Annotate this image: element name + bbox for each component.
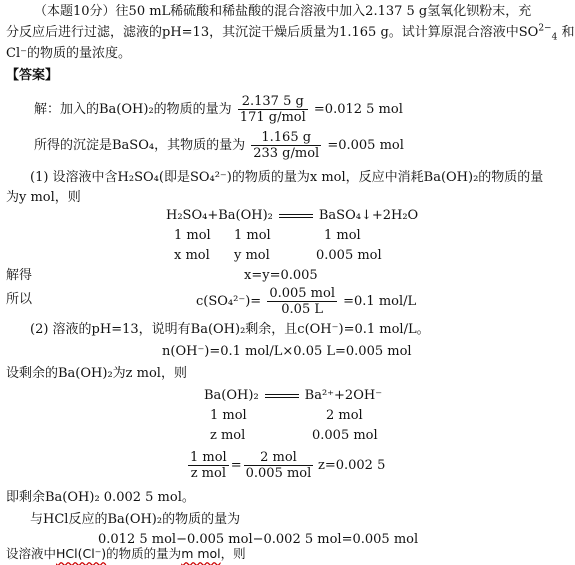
equals-sign [265,394,299,398]
eq1-ratio-baoh2: 1 mol [234,228,271,243]
fraction-denominator: 0.05 L [281,302,323,317]
last-line-prefix: 设溶液中 [6,546,57,561]
question-line-2 [6,25,575,41]
ratio-left-fraction [188,450,229,481]
ratio-right-fraction [244,450,314,481]
question-line-2-end: 和 [561,25,575,40]
concentration-result: =0.1 mol/L [343,294,417,309]
answer-header: 【答案】 [6,68,59,83]
eq1-unknown-x: x mol [174,248,210,263]
so-label: 所以 [6,292,33,307]
fraction-numerator: 0.005 mol [269,286,335,301]
fraction-denominator: 0.005 mol [245,466,312,481]
eq1-ratio-baso4: 1 mol [324,228,361,243]
moles-baso4-label: 所得的沉淀是BaSO₄，其物质的量为 [34,138,246,153]
question-line-2-text: 分反应后进行过滤，滤液的pH=13，其沉淀干燥后质量为1.165 g。试计算原混合溶液中SO [6,25,539,40]
question-line-3: Cl⁻的物质的量浓度。 [6,46,131,61]
m-mol-term: m mol [181,546,221,561]
equation-1-products: BaSO₄↓+2H₂O [318,208,419,223]
fraction-numerator: 2 mol [244,450,314,466]
moles-baoh2-fraction [238,94,308,125]
solve-result: x=y=0.005 [244,268,318,283]
solve-label: 解得 [6,268,33,283]
part1-line-2: 为y mol，则 [6,190,81,205]
eq2-ratio-oh: 2 mol [326,408,363,423]
equation-2-products: Ba²⁺+2OH⁻ [304,388,383,403]
hcl-calculation: 0.012 5 mol−0.005 mol−0.002 5 mol=0.005 mol [98,532,419,547]
equation-1 [166,208,418,224]
moles-baoh2-line [34,94,403,125]
z-result: z=0.002 5 [318,458,386,473]
ratio-equation: $\frac{\text{1 mol}}{\text{z mol}}$ = $\frac{\text{2 mol}}{\text{0.005 mol}}$ [190,450,312,481]
concentration-lhs: c(SO₄²⁻)= [196,294,262,309]
hcl-reacted-line: 与HCl反应的Ba(OH)₂的物质的量为 [30,512,241,527]
sulfate-subscript: 4 [551,32,558,43]
moles-baoh2-result: =0.012 5 mol [313,102,403,117]
part2-line-1: (2) 溶液的pH=13，说明有Ba(OH)₂剩余，且c(OH⁻)=0.1 mol/L。 [30,322,430,337]
moles-baso4-line [34,130,404,161]
moles-baso4-result: =0.005 mol [327,138,404,153]
last-line-end: ，则 [220,546,246,561]
equation-2 [204,388,382,404]
last-line [6,546,246,562]
part2-line-3: 设剩余的Ba(OH)₂为z mol，则 [6,366,187,381]
moles-baso4-fraction [251,130,321,161]
equation-2-reactant: Ba(OH)₂ [204,388,259,403]
eq2-ratio-baoh2: 1 mol [210,408,247,423]
question-line-1: （本题10分）往50 mL稀硫酸和稀盐酸的混合溶液中加入2.137 5 g氢氧化钡粉末，充 [34,4,532,19]
last-line-middle: 的物质的量为 [106,546,182,561]
concentration-fraction [267,286,337,317]
eq2-unknown-z: z mol [210,428,246,443]
equals-sign [279,214,313,218]
fraction-denominator: 233 g/mol [253,146,320,161]
hcl-term: HCl(Cl⁻) [56,546,107,561]
eq1-unknown-y: y mol [234,248,270,263]
fraction-numerator: 1 mol [190,450,227,465]
eq1-ratio-h2so4: 1 mol [174,228,211,243]
sulfate-charge: 2− [538,23,552,34]
equation-1-reactants: H₂SO₄+Ba(OH)₂ [166,208,273,223]
fraction-numerator: 1.165 g [251,130,321,146]
eq2-known-oh: 0.005 mol [312,428,378,443]
part1-line-1: (1) 设溶液中含H₂SO₄(即是SO₄²⁻)的物质的量为x mol，反应中消耗Ba(OH)₂的物质的量 [30,170,544,185]
moles-baoh2-label: 解：加入的Ba(OH)₂的物质的量为 [34,102,232,117]
sulfate-concentration [196,286,416,317]
eq1-known-baso4: 0.005 mol [316,248,382,263]
part2-line-2: n(OH⁻)=0.1 mol/L×0.05 L=0.005 mol [162,344,412,359]
fraction-denominator: z mol [190,466,226,481]
fraction-numerator: 2.137 5 g [238,94,308,110]
fraction-denominator: 171 g/mol [239,110,306,125]
remaining-baoh2: 即剩余Ba(OH)₂ 0.002 5 mol。 [6,490,195,505]
